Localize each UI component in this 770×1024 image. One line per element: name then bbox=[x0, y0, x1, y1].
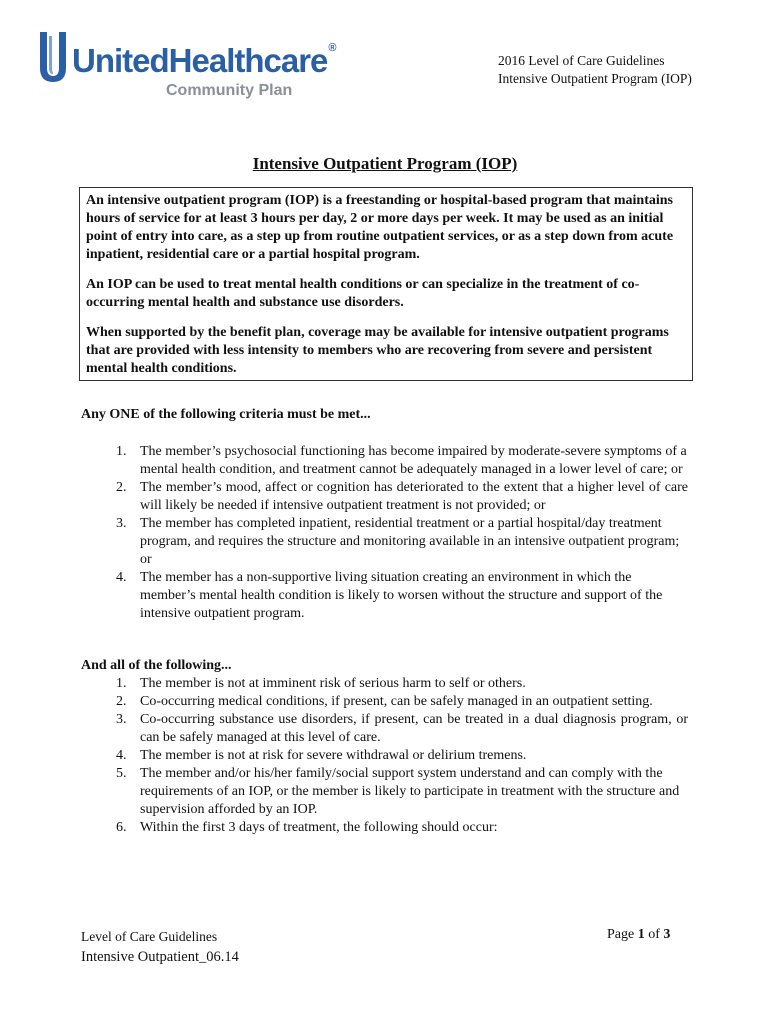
footer-line-2: Intensive Outpatient_06.14 bbox=[81, 949, 239, 965]
all-of-list bbox=[116, 675, 688, 837]
any-one-list bbox=[116, 443, 688, 623]
list-item: 3. The member has completed inpatient, residential treatment or a partial hospital/day treatment program, and requires the structure and monitoring available in an intensive outpatient program; or bbox=[116, 516, 680, 567]
list-item: 1. The member’s psychosocial functioning has become impaired by moderate-severe symptoms of a mental health condition, and treatment cannot be adequately managed in a lower level of care; or bbox=[116, 444, 687, 477]
list-item: 1. The member is not at imminent risk of serious harm to self or others. bbox=[116, 676, 526, 691]
logo-wordmark: UnitedHealthcare® bbox=[72, 42, 336, 79]
list-item: 4. The member is not at risk for severe withdrawal or delirium tremens. bbox=[116, 748, 527, 763]
list-item: 2. The member’s mood, affect or cognition has deteriorated to the extent that a higher level of care will likely be needed if intensive outpatient treatment is not provided; or bbox=[116, 480, 688, 513]
list-item: 2. Co-occurring medical conditions, if present, can be safely managed in an outpatient setting. bbox=[116, 694, 653, 709]
page-number: Page 1 of 3 bbox=[607, 927, 671, 942]
logo-subtitle: Community Plan bbox=[166, 82, 293, 99]
header-line-1: 2016 Level of Care Guidelines bbox=[498, 53, 665, 68]
intro-box bbox=[79, 187, 693, 381]
list-item: 3. Co-occurring substance use disorders, if present, can be treated in a dual diagnosis program, or can be safely managed at this level of care. bbox=[116, 712, 688, 745]
intro-paragraph-1: An intensive outpatient program (IOP) is a freestanding or hospital-based program that maintains hours of service for at least 3 hours per day, 2 or more days per week. It may be used as an initial point of entry into care, as a step up from routine outpatient services, or as a step down from acute inpatient, residential care or a partial hospital program. bbox=[86, 193, 674, 262]
document-header bbox=[498, 52, 692, 88]
intro-paragraph-2: An IOP can be used to treat mental health conditions or can specialize in the treatment of co-occurring mental health and substance use disorders. bbox=[86, 277, 640, 310]
list-item: 4. The member has a non-supportive living situation creating an environment in which the member’s mental health condition is likely to worsen without the structure and support of the intensive outpatient program. bbox=[116, 570, 663, 621]
any-one-heading: Any ONE of the following criteria must be met... bbox=[81, 407, 371, 422]
list-item: 6. Within the first 3 days of treatment, the following should occur: bbox=[116, 820, 498, 835]
intro-paragraph-3: When supported by the benefit plan, coverage may be available for intensive outpatient programs that are provided with less intensity to members who are recovering from severe and persistent mental health conditions. bbox=[86, 325, 669, 376]
footer-line-1: Level of Care Guidelines bbox=[81, 929, 218, 944]
all-of-heading: And all of the following... bbox=[81, 658, 232, 673]
unitedhealthcare-logo bbox=[36, 24, 336, 104]
page-title: Intensive Outpatient Program (IOP) bbox=[252, 154, 518, 173]
u-shield-logo-icon bbox=[36, 28, 70, 86]
document-footer bbox=[81, 927, 239, 967]
list-item: 5. The member and/or his/her family/social support system understand and can comply with the requirements of an IOP, or the member is likely to participate in treatment with the structure and supervision afforded by an IOP. bbox=[116, 766, 680, 817]
header-line-2: Intensive Outpatient Program (IOP) bbox=[498, 71, 692, 86]
